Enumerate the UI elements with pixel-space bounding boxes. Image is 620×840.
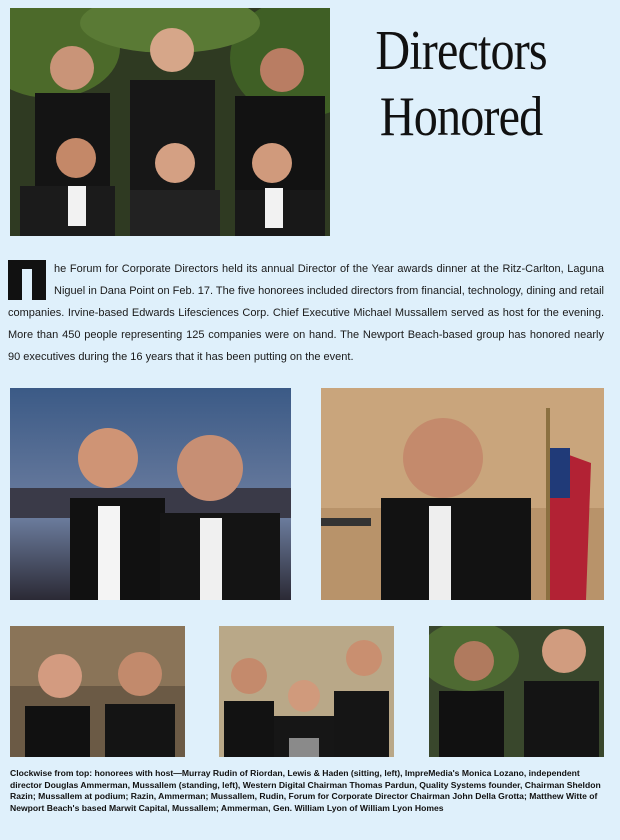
drop-cap bbox=[8, 260, 46, 300]
group-photo-honorees bbox=[10, 8, 330, 236]
photo-caption: Clockwise from top: honorees with host—Murray Rudin of Riordan, Lewis & Haden (sitting, left), ImpreMedia's Monica Lozano, independent director Douglas Ammerman, Mussallem (standing, left), Western Digital Chairman Thomas Pardun, Quality Systems founder, Chairman Sheldon Razin; Mussallem at podium; Razin, Ammerman; Mussallem, Rudin, Forum for Corporate Director Chairman John Della Grotta; Matthew Witte of Newport Beach's based Marwit Capital, Mussallem; Ammerman, Gen. William Lyon of William Lyon Homes bbox=[10, 768, 601, 813]
photo-two-men-lyon bbox=[429, 626, 604, 757]
photo-two-men bbox=[10, 388, 291, 600]
title-line-2: Honored bbox=[379, 86, 543, 148]
article-text: he Forum for Corporate Directors held its annual Director of the Year awards dinner at the Ritz-Carlton, Laguna Niguel in Dana Point on Feb. 17. The five honorees included directors from financial, technology, dining and retail companies. Irvine-based Edwards Lifesciences Corp. Chief Executive Michael Mussallem served as host for the evening. More than 450 people representing 125 companies were on hand. The Newport Beach-based group has honored nearly 90 executives during the 16 years that it has been putting on the event. bbox=[8, 263, 604, 363]
article-body bbox=[8, 258, 604, 368]
title-line-1: Directors bbox=[375, 20, 547, 82]
drop-cap-letter bbox=[8, 260, 46, 300]
photo-razin-ammerman bbox=[10, 626, 185, 757]
page-title bbox=[345, 18, 577, 150]
photo-man-at-podium bbox=[321, 388, 604, 600]
photo-three-men bbox=[219, 626, 394, 757]
